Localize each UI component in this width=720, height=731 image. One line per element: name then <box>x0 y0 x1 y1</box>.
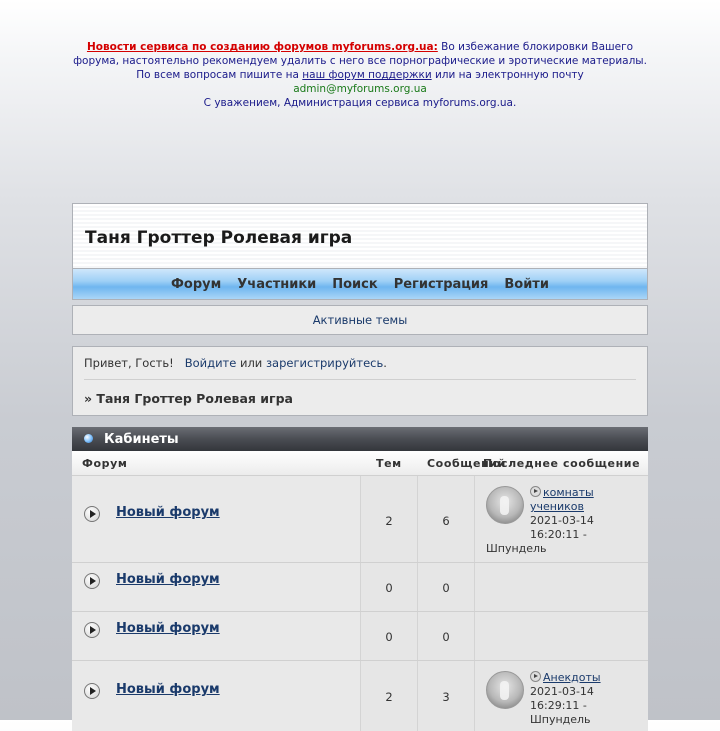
category-header <box>72 427 648 451</box>
nav-members[interactable]: Участники <box>237 276 317 292</box>
last-post-link[interactable]: Анекдоты <box>543 671 601 684</box>
forum-status-icon <box>84 622 100 638</box>
last-post-time: 16:29:11 - <box>530 699 587 712</box>
forum-row <box>72 562 648 611</box>
service-notice <box>72 40 648 110</box>
site-header <box>72 203 648 269</box>
divider <box>84 379 636 380</box>
notice-signature: С уважением, Администрация сервиса myforums.org.ua. <box>203 97 517 109</box>
col-last-post: Последнее сообщение <box>483 457 641 470</box>
col-forum: Форум <box>82 457 128 470</box>
category-title: Кабинеты <box>104 432 179 447</box>
forum-link[interactable]: Новый форум <box>116 572 220 587</box>
posts-cell <box>418 612 475 660</box>
forum-status-icon <box>84 573 100 589</box>
forum-link[interactable]: Новый форум <box>116 682 220 697</box>
topics-count: 2 <box>385 690 393 704</box>
avatar <box>486 486 524 524</box>
greeting-text: Привет, Гость! <box>84 356 174 370</box>
support-forum-link[interactable]: наш форум поддержки <box>302 69 432 81</box>
last-post-author: Шпундель <box>486 542 547 555</box>
last-post-cell <box>475 661 648 731</box>
topics-cell <box>361 476 418 562</box>
forum-link[interactable]: Новый форум <box>116 505 220 520</box>
topics-cell <box>361 612 418 660</box>
forum-cell <box>72 563 361 611</box>
nav-search[interactable]: Поиск <box>332 276 378 292</box>
col-topics: Тем <box>376 457 402 470</box>
breadcrumb: » Таня Гроттер Ролевая игра <box>84 391 293 406</box>
site-title: Таня Гроттер Ролевая игра <box>85 228 353 248</box>
nav-forum[interactable]: Форум <box>171 276 222 292</box>
go-to-post-icon[interactable] <box>530 486 541 497</box>
forum-row <box>72 660 648 731</box>
last-post-date: 2021-03-14 <box>530 685 594 698</box>
last-post-link[interactable]: комнаты учеников <box>530 486 594 513</box>
last-post-time: 16:20:11 - <box>530 528 587 541</box>
go-to-post-icon[interactable] <box>530 671 541 682</box>
period-text: . <box>383 356 387 370</box>
posts-count: 3 <box>442 690 450 704</box>
notice-title-link[interactable]: Новости сервиса по созданию форумов myforums.org.ua: <box>86 41 438 53</box>
forum-status-icon <box>84 683 100 699</box>
forum-cell <box>72 476 361 562</box>
forum-status-icon <box>84 506 100 522</box>
last-post-author: Шпундель <box>530 713 591 726</box>
notice-text-2: или на электронную почту <box>431 69 584 81</box>
forum-row <box>72 611 648 660</box>
posts-count: 0 <box>442 581 450 595</box>
posts-cell <box>418 476 475 562</box>
forum-list <box>72 475 648 731</box>
last-post-date: 2021-03-14 <box>530 514 594 527</box>
notice-text-1: Во избежание блокировки Вашего форума, настоятельно рекомендуем удалить с него все порнографические и эротические материалы. По всем вопросам пишите на <box>73 41 647 81</box>
topics-count: 0 <box>385 581 393 595</box>
nav-register[interactable]: Регистрация <box>393 276 489 292</box>
topics-cell <box>361 563 418 611</box>
last-post-cell <box>475 612 648 660</box>
main-navigation <box>72 268 648 300</box>
posts-count: 0 <box>442 630 450 644</box>
last-post-cell <box>475 476 648 562</box>
table-header <box>72 451 648 475</box>
posts-cell <box>418 563 475 611</box>
login-link[interactable]: Войдите <box>184 356 237 370</box>
col-posts: Сообщений <box>427 457 506 470</box>
topics-cell <box>361 661 418 731</box>
welcome-panel <box>72 346 648 416</box>
forum-cell <box>72 661 361 731</box>
last-post-info <box>530 486 610 542</box>
forum-row <box>72 475 648 562</box>
topics-count: 0 <box>385 630 393 644</box>
or-text: или <box>236 356 266 370</box>
last-post-cell <box>475 563 648 611</box>
posts-count: 6 <box>442 514 450 528</box>
last-post-info <box>530 671 610 727</box>
topics-count: 2 <box>385 514 393 528</box>
forum-link[interactable]: Новый форум <box>116 621 220 636</box>
active-topics-link[interactable]: Активные темы <box>312 313 408 327</box>
forum-cell <box>72 612 361 660</box>
register-link[interactable]: зарегистрируйтесь <box>265 356 384 370</box>
category-bullet-icon <box>84 434 93 443</box>
avatar <box>486 671 524 709</box>
posts-cell <box>418 661 475 731</box>
greeting-line <box>84 356 387 370</box>
admin-email: admin@myforums.org.ua <box>293 83 427 95</box>
active-topics-bar <box>72 305 648 335</box>
nav-login[interactable]: Войти <box>504 276 549 292</box>
